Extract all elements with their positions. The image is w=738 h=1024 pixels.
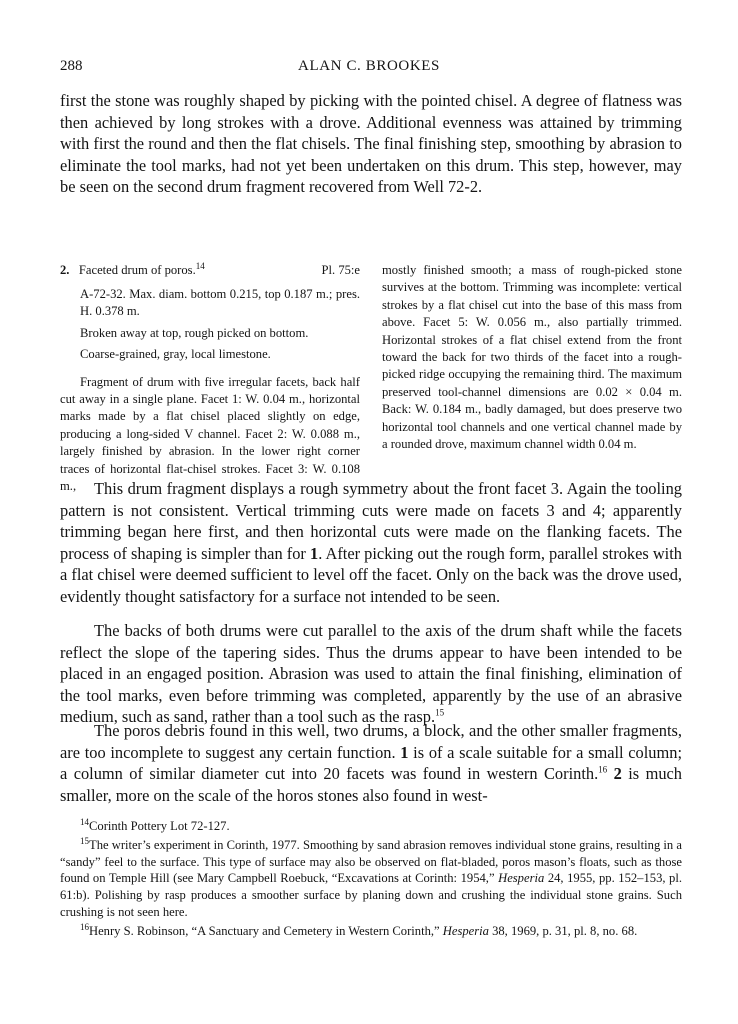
footnote-text: 24, 1955, pp. 152–153, pl. 61:b). Polishing by rasp produces a smoother surface by planing down and crushing the individual stone grains. Such crushing is not seen here.	[60, 871, 683, 919]
footnote-ref-16: 16	[598, 764, 608, 775]
footnote-number: 15	[80, 835, 89, 846]
body-paragraph-4-part-4: is much smaller, more on the scale of the horos stones also found in west-	[60, 764, 682, 805]
body-paragraph-4-part-2: is of a scale suitable for a small column; a column of similar diameter cut into 20 facets was found in western Corinth.	[60, 742, 683, 784]
catalog-column-left	[60, 262, 360, 495]
footnote-16	[60, 923, 682, 940]
footnote-text: The writer’s experiment in Corinth, 1977. Smoothing by sand abrasion removes individual stone grains, resulting in a “sandy” feel to the surface. This type of surface may also be observed on flat-bladed, poros mason’s floats, such as those found on Temple Hill (see Mary Campbell Roebuck, “Excavations at Corinth: 1954,”	[60, 837, 682, 886]
catalog-condition: Broken away at top, rough picked on bottom.	[80, 325, 309, 340]
footnote-number: 14	[80, 816, 89, 827]
body-paragraph-2-part-1: This drum fragment displays a rough symmetry about the front facet 3. Again the tooling pattern is not consistent. Vertical trimming cuts were made on facets 3 and 4; apparently trimming began here first, and then horizontal cuts were made on the flanking facets. The process of shaping is simpler than for	[60, 479, 682, 563]
catalog-entry-title	[60, 262, 205, 279]
footnote-15	[60, 837, 682, 921]
journal-title: Hesperia	[498, 871, 545, 886]
object-ref-2: 2	[613, 764, 622, 784]
footnote-text: 38, 1969, p. 31, pl. 8, no. 68.	[488, 923, 638, 938]
footnote-ref-14: 14	[195, 260, 205, 271]
running-head: ALAN C. BROOKES	[298, 58, 440, 74]
body-paragraph-4-part-1: The poros debris found in this well, two drums, a block, and the other smaller fragments, are too incomplete to suggest any certain function.	[60, 721, 682, 762]
catalog-entry-number: 2.	[60, 263, 70, 277]
body-paragraph-3-text: The backs of both drums were cut parallel to the axis of the drum shaft while the facets reflect the slope of the tapering sides. Thus the drums appear to have been intended to be placed in an engaged position. Abrasion was used to attain the final finishing, elimination of the tool marks, even before trimming was completed, apparently by the use of an abrasive medium, such as sand, rather than a tool such as the rasp.	[60, 621, 682, 727]
page-header	[60, 58, 678, 78]
body-paragraph-3	[60, 620, 682, 728]
footnote-text: Corinth Pottery Lot 72-127.	[89, 819, 230, 833]
journal-title: Hesperia	[442, 923, 489, 938]
intro-paragraph: first the stone was roughly shaped by picking with the pointed chisel. A degree of flatness was then achieved by long strokes with a drove. Additional evenness was attained by trimming with first the round and then the flat chisels. The final finishing step, smoothing by abrasion to eliminate the tool marks, had not yet been undertaken on this drum. This step, however, may be seen on the second drum fragment recovered from Well 72-2.	[60, 91, 682, 197]
catalog-entry-heading	[60, 262, 360, 282]
catalog-material: Coarse-grained, gray, local limestone.	[80, 347, 271, 362]
body-paragraph-2-part-2: . After picking out the rough form, parallel strokes with a flat chisel were deemed sufficient to level off the facet. Only on the back was the drove used, evidently thought satisfactory for a surface not intended to be seen.	[60, 543, 683, 606]
catalog-description-left: Fragment of drum with five irregular facets, back half cut away in a single plane. Facet 1: W. 0.04 m., horizontal marks made by a flat chisel placed slightly on edge, producing a long-sided V channel. Facet 2: W. 0.088 m., largely finished by abrasion. In the lower right corner traces of horizontal flat-chisel strokes. Facet 3: W. 0.108 m.,	[60, 374, 360, 494]
body-paragraph-2	[60, 478, 682, 608]
footnote-ref-15: 15	[435, 707, 445, 718]
object-ref-1: 1	[400, 742, 409, 762]
footnotes	[60, 818, 682, 940]
catalog-column-right	[382, 262, 682, 453]
page-number: 288	[60, 58, 83, 74]
catalog-inventory-dimensions: A-72-32. Max. diam. bottom 0.215, top 0.187 m.; pres. H. 0.378 m.	[80, 287, 360, 319]
body-paragraph-4	[60, 720, 682, 806]
catalog-description-right: mostly finished smooth; a mass of rough-picked stone survives at the bottom. Trimming was incomplete: vertical strokes by a flat chisel cut into the base of this mass from above. Facet 5: W. 0.056 m., also partially trimmed. Horizontal strokes of a flat chisel extend from the front toward the back for two thirds of the facet into a rough-picked ridge occupying the remaining third. The maximum preserved tool-channel dimensions are 0.02 × 0.04 m. Back: W. 0.184 m., badly damaged, but does preserve two horizontal tool channels and one vertical channel made by a rounded drove, maximum channel width 0.04 m.	[382, 263, 682, 452]
catalog-entry-title-text: Faceted drum of poros.	[78, 263, 196, 277]
object-ref-1: 1	[309, 543, 319, 563]
footnote-14	[60, 818, 682, 835]
footnote-text: Henry S. Robinson, “A Sanctuary and Cemetery in Western Corinth,”	[89, 923, 443, 938]
footnote-number: 16	[80, 921, 89, 932]
plate-reference: Pl. 75:e	[321, 263, 360, 277]
